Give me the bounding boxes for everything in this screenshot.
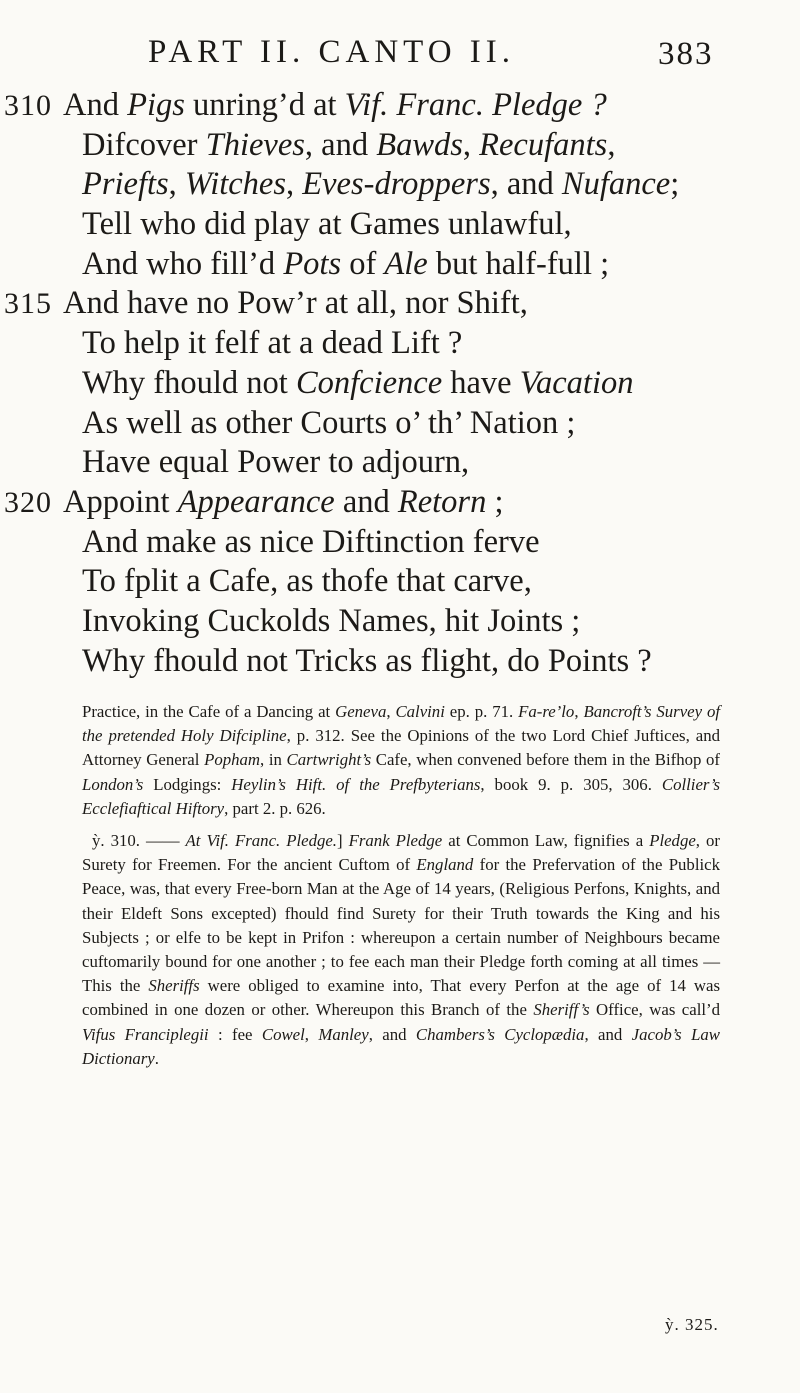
verse-text: As well as other Courts o’ th’ Nation ; bbox=[82, 404, 576, 441]
verse-line bbox=[0, 126, 800, 166]
verse-line bbox=[0, 562, 800, 602]
verse-line bbox=[0, 284, 800, 324]
verse-line bbox=[0, 205, 800, 245]
verse-text: Tell who did play at Games unlawful, bbox=[82, 206, 572, 243]
line-number: 310 bbox=[4, 89, 52, 122]
verse-text: And have no Pow’r at all, nor Shift, bbox=[63, 285, 528, 322]
verse-text: Priefts, Witches, Eves-droppers, and Nufance; bbox=[82, 166, 680, 203]
verse-line bbox=[0, 86, 800, 126]
verse-text: Why fhould not Confcience have Vacation bbox=[82, 364, 634, 401]
verse-block bbox=[0, 86, 800, 681]
verse-text: Why fhould not Tricks as flight, do Points ? bbox=[82, 642, 652, 679]
verse-line bbox=[0, 523, 800, 563]
verse-line bbox=[0, 443, 800, 483]
page-number: 383 bbox=[658, 36, 714, 72]
verse-line bbox=[0, 324, 800, 364]
verse-text: To help it felf at a dead Lift ? bbox=[82, 325, 463, 362]
running-head-title: PART II. CANTO II. bbox=[148, 34, 516, 70]
running-head bbox=[0, 30, 800, 78]
verse-line bbox=[0, 602, 800, 642]
verse-text: And make as nice Diftinction ferve bbox=[82, 523, 540, 560]
verse-text: Have equal Power to adjourn, bbox=[82, 444, 470, 481]
verse-text: Appoint Appearance and Retorn ; bbox=[63, 483, 504, 520]
verse-line bbox=[0, 245, 800, 285]
verse-text: Invoking Cuckolds Names, hit Joints ; bbox=[82, 602, 581, 639]
line-number: 320 bbox=[4, 485, 52, 519]
verse-line bbox=[0, 364, 800, 404]
verse-line bbox=[0, 483, 800, 523]
verse-text: And Pigs unring’d at Vif. Franc. Pledge ? bbox=[63, 87, 607, 123]
verse-text: And who fill’d Pots of Ale but half-full ; bbox=[82, 245, 610, 282]
catchword: ỳ. 325. bbox=[665, 1315, 719, 1334]
verse-text: To fplit a Cafe, as thofe that carve, bbox=[82, 563, 532, 600]
footnote-paragraph: ỳ. 310. —— At Vif. Franc. Pledge.] Frank Pledge at Common Law, fignifies a Pledge, or Surety for Freemen. For the ancient Cuftom of England for the Prefervation of the Publick Peace, was, that every Free-born Man at the Age of 14 years, (Religious Perfons, Knights, and their Eldeft Sons excepted) fhould find Surety for their Truth towards the King and his Subjects ; or elfe to be kept in Prifon : whereupon a certain number of Neighbours became cuftomarily bound for one another ; to fee each man their Pledge forth coming at all times — This the Sheriffs were obliged to examine into, That every Perfon at the age of 14 was combined in one dozen or other. Whereupon this Branch of the Sheriff’s Office, was call’d Vifus Franciplegii : fee Cowel, Manley, and Chambers’s Cyclopædia, and Jacob’s Law Dictionary. bbox=[82, 831, 720, 1068]
verse-text: Difcover Thieves, and Bawds, Recufants, bbox=[82, 126, 616, 163]
footnote-paragraph: Practice, in the Cafe of a Dancing at Geneva, Calvini ep. p. 71. Fa-re’lo, Bancroft’s Survey of the pretended Holy Difcipline, p. 312. See the Opinions of the two Lord Chief Juftices, and Attorney General Popham, in Cartwright’s Cafe, when convened before them in the Bifhop of London’s Lodgings: Heylin’s Hift. of the Prefbyterians, book 9. p. 305, 306. Collier’s Ecclefiaftical Hiftory, part 2. p. 626. bbox=[82, 702, 721, 818]
verse-line bbox=[0, 404, 800, 444]
verse-line bbox=[0, 165, 800, 205]
footnotes bbox=[82, 700, 720, 1071]
verse-line bbox=[0, 642, 800, 682]
line-number: 315 bbox=[4, 287, 52, 321]
